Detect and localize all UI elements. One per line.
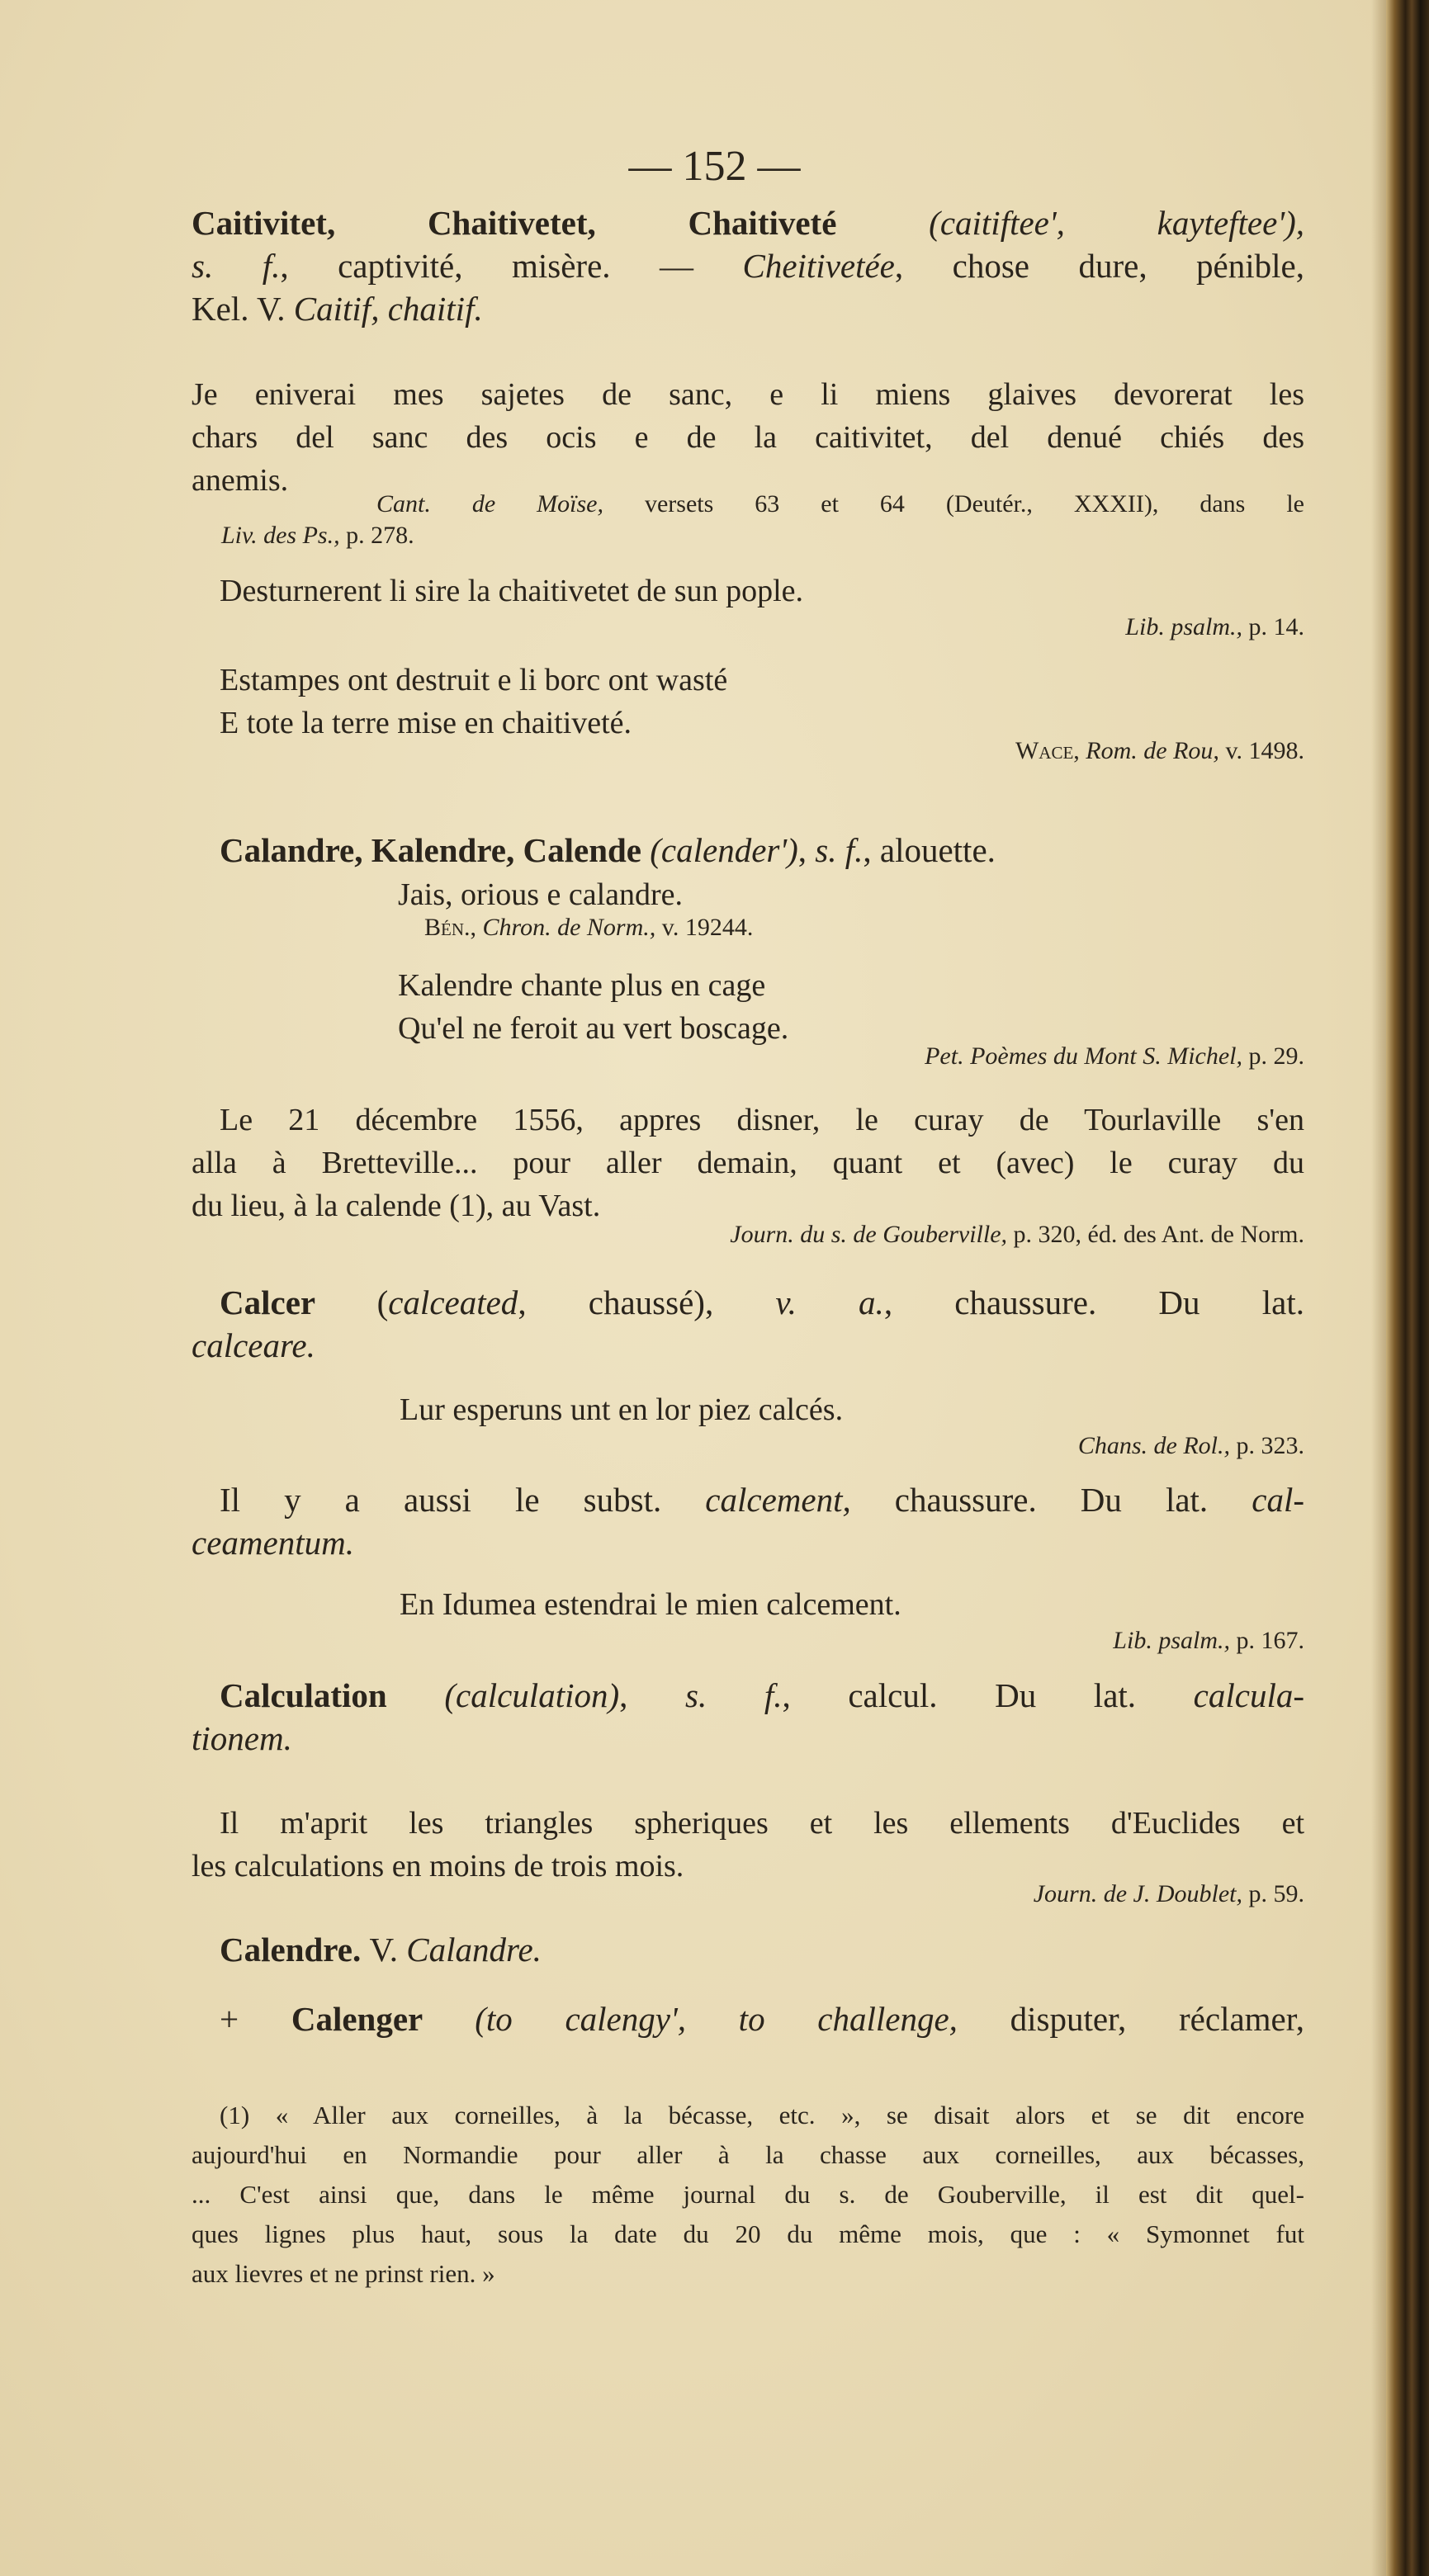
italic-text: v. a. — [775, 1283, 884, 1321]
quotation — [192, 373, 1304, 502]
text-run: disputer, réclamer, — [957, 2000, 1305, 2038]
page-gutter-shadow — [1371, 0, 1386, 2576]
text-run: Le 21 décembre 1556, appres disner, le curay de Tourlaville s'en — [220, 1103, 1304, 1137]
entry-paragraph — [192, 1478, 1304, 1564]
text-run: (1) « Aller aux corneilles, à la bécasse, etc. », se disait alors et se dit encore — [220, 2101, 1304, 2129]
italic-text: tionem. — [192, 1719, 292, 1757]
text-line — [192, 1041, 1304, 1072]
text-line — [192, 1430, 1304, 1462]
text-line — [192, 1928, 1304, 1971]
text-line — [192, 201, 1304, 244]
text-run: , chaussure. Du lat. — [883, 1283, 1304, 1321]
text-line — [192, 489, 1304, 520]
quotation — [192, 659, 1304, 744]
text-run: Kalendre chante plus en cage — [398, 968, 766, 1003]
italic-text: (calculation) — [444, 1676, 620, 1714]
text-run: , chose dure, pénible, — [894, 247, 1304, 285]
text-run: p. 59. — [1242, 1880, 1304, 1907]
citation — [192, 1041, 1304, 1072]
italic-text: Chans. de Rol., — [1077, 1432, 1230, 1459]
text-line — [192, 2135, 1304, 2175]
text-run: p. 323. — [1230, 1432, 1304, 1459]
headword: Calandre, Kalendre, Calende — [220, 831, 651, 869]
text-line — [192, 287, 1304, 330]
text-line — [192, 2254, 1304, 2294]
text-run: anemis. — [192, 463, 289, 498]
text-line — [192, 1521, 1304, 1564]
text-run: Desturnerent li sire la chaitivetet de sun pople. — [220, 574, 803, 608]
text-run: p. 320, éd. des Ant. de Norm. — [1007, 1221, 1304, 1248]
italic-text: calcement, — [705, 1481, 851, 1519]
quotation — [192, 1802, 1304, 1888]
entry-paragraph — [192, 1674, 1304, 1760]
citation — [192, 612, 1304, 643]
text-line — [192, 1219, 1304, 1250]
text-line — [192, 2214, 1304, 2254]
text-run: , — [797, 831, 816, 869]
text-run: Il m'aprit les triangles spheriques et les ellements d'Euclides et — [220, 1806, 1304, 1841]
headword: Calcer — [220, 1283, 377, 1321]
text-run: Je eniverai mes sajetes de sanc, e li miens glaives devorerat les — [192, 377, 1304, 412]
text-run: Lur esperuns unt en lor piez calcés. — [400, 1392, 844, 1427]
text-line — [192, 1583, 1304, 1626]
text-run: , captivité, misère. — — [280, 247, 743, 285]
text-line — [192, 1802, 1304, 1845]
text-run: Il y a aussi le subst. — [220, 1481, 706, 1519]
text-line — [192, 1674, 1304, 1717]
entry-paragraph — [192, 1997, 1304, 2040]
text-run: v. 19244. — [655, 914, 754, 941]
text-run: du lieu, à la calende (1), au Vast. — [192, 1189, 601, 1223]
italic-text: calceare. — [192, 1326, 315, 1364]
book-binding-edge — [1386, 0, 1429, 2576]
text-run: chars del sanc des ocis e de la caitivitet, del denué chiés des — [192, 420, 1304, 455]
text-line — [192, 373, 1304, 416]
text-line — [192, 1478, 1304, 1521]
text-line — [192, 612, 1304, 643]
text-line — [192, 1717, 1304, 1760]
text-run: v. 1498. — [1218, 737, 1304, 764]
italic-text: (to calengy', to challenge, — [475, 2000, 958, 2038]
italic-text: Lib. psalm., — [1125, 613, 1242, 640]
text-run: , alouette. — [863, 831, 996, 869]
italic-text: Journ. de J. Doublet, — [1033, 1880, 1242, 1907]
citation — [192, 1219, 1304, 1250]
text-run: ( — [376, 1283, 389, 1321]
text-line — [192, 1625, 1304, 1657]
text-run: ... C'est ainsi que, dans le même journal du s. de Gouberville, il est dit quel- — [192, 2180, 1304, 2209]
citation — [192, 1625, 1304, 1657]
entry-paragraph — [192, 1928, 1304, 1971]
italic-text: calcula- — [1193, 1676, 1304, 1714]
headword: Caitivitet, Chaitivetet, Chaitiveté — [192, 204, 930, 242]
entry-paragraph — [192, 201, 1304, 330]
headword: Calendre. — [220, 1931, 370, 1969]
italic-text: Cheitivetée — [742, 247, 895, 285]
text-run: ques lignes plus haut, sous la date du 20 du même mois, que : « Symonnet fut — [192, 2219, 1304, 2248]
italic-text: calceated — [388, 1283, 518, 1321]
text-run: , chaussé), — [518, 1283, 776, 1321]
text-line — [192, 735, 1304, 767]
italic-text: Cant. de Moïse, — [376, 490, 603, 518]
italic-text: Rom. de Rou, — [1086, 737, 1219, 764]
text-run: p. 167. — [1230, 1627, 1304, 1654]
headword: Calculation — [220, 1676, 445, 1714]
text-line — [192, 964, 1304, 1007]
text-run: versets 63 et 64 (Deutér., XXXII), dans le — [603, 490, 1304, 518]
text-run: Kel. V. — [192, 290, 294, 328]
text-run: , calcul. Du lat. — [782, 1676, 1194, 1714]
text-run: Jais, orious e calandre. — [398, 877, 684, 912]
text-run: p. 14. — [1242, 613, 1304, 640]
text-line — [192, 570, 1304, 612]
text-run: + — [220, 2000, 291, 2038]
citation — [192, 489, 1304, 551]
text-line — [192, 1997, 1304, 2040]
entry-paragraph — [192, 1281, 1304, 1367]
text-run: Bén., — [424, 914, 483, 941]
text-run: aujourd'hui en Normandie pour aller à la chasse aux corneilles, aux bécasses, — [192, 2140, 1304, 2169]
italic-text: s. f. — [815, 831, 864, 869]
footnote — [192, 2096, 1304, 2294]
entry-paragraph — [192, 829, 1304, 872]
headword: Calenger — [291, 2000, 476, 2038]
italic-text: s. f. — [685, 1676, 783, 1714]
quotation — [192, 1388, 1304, 1431]
italic-text: Chron. de Norm., — [482, 914, 656, 941]
italic-text: Calandre. — [406, 1931, 542, 1969]
text-run: V. — [369, 1931, 407, 1969]
text-run: p. 278. — [339, 522, 414, 549]
text-line — [192, 244, 1304, 287]
citation — [192, 1430, 1304, 1462]
text-line — [192, 520, 1304, 551]
page-number: — 152 — — [628, 143, 801, 190]
quotation — [192, 964, 1304, 1050]
italic-text: Caitif, chaitif. — [293, 290, 483, 328]
italic-text: (calender') — [650, 831, 798, 869]
italic-text: Lib. psalm., — [1113, 1627, 1230, 1654]
text-line — [192, 1324, 1304, 1367]
italic-text: Journ. du s. de Gouberville, — [730, 1221, 1008, 1248]
text-run: En Idumea estendrai le mien calcement. — [400, 1587, 901, 1622]
text-line — [192, 659, 1304, 702]
text-run: , — [619, 1676, 686, 1714]
text-run: Wace, — [1015, 737, 1086, 764]
text-run: alla à Bretteville... pour aller demain, quant et (avec) le curay du — [192, 1146, 1304, 1180]
text-line — [192, 1141, 1304, 1184]
text-line — [192, 1281, 1304, 1324]
quotation — [192, 1099, 1304, 1227]
text-line — [192, 1388, 1304, 1431]
quotation — [192, 873, 1304, 916]
text-line — [192, 416, 1304, 459]
italic-text: cal- — [1252, 1481, 1304, 1519]
text-run: Qu'el ne feroit au vert boscage. — [398, 1011, 789, 1046]
text-line — [192, 912, 1304, 943]
text-line — [192, 873, 1304, 916]
text-run: chaussure. Du lat. — [850, 1481, 1252, 1519]
quotation — [192, 1583, 1304, 1626]
text-run: les calculations en moins de trois mois. — [192, 1849, 684, 1884]
text-run: Estampes ont destruit e li borc ont wasté — [220, 663, 728, 697]
citation — [192, 912, 1304, 943]
text-line — [192, 1099, 1304, 1141]
italic-text: Liv. des Ps., — [221, 522, 340, 549]
italic-text: (caitiftee', kayteftee'), — [929, 204, 1304, 242]
text-line — [192, 1879, 1304, 1910]
quotation — [192, 570, 1304, 612]
text-run: aux lievres et ne prinst rien. » — [192, 2259, 495, 2288]
citation — [192, 1879, 1304, 1910]
text-run: E tote la terre mise en chaitiveté. — [220, 706, 632, 740]
italic-text: s. f. — [192, 247, 281, 285]
text-line — [192, 2096, 1304, 2135]
italic-text: Pet. Poèmes du Mont S. Michel, — [925, 1042, 1242, 1070]
text-run: p. 29. — [1242, 1042, 1304, 1070]
text-line — [192, 829, 1304, 872]
text-line — [192, 2175, 1304, 2214]
citation — [192, 735, 1304, 767]
italic-text: ceamentum. — [192, 1524, 354, 1562]
